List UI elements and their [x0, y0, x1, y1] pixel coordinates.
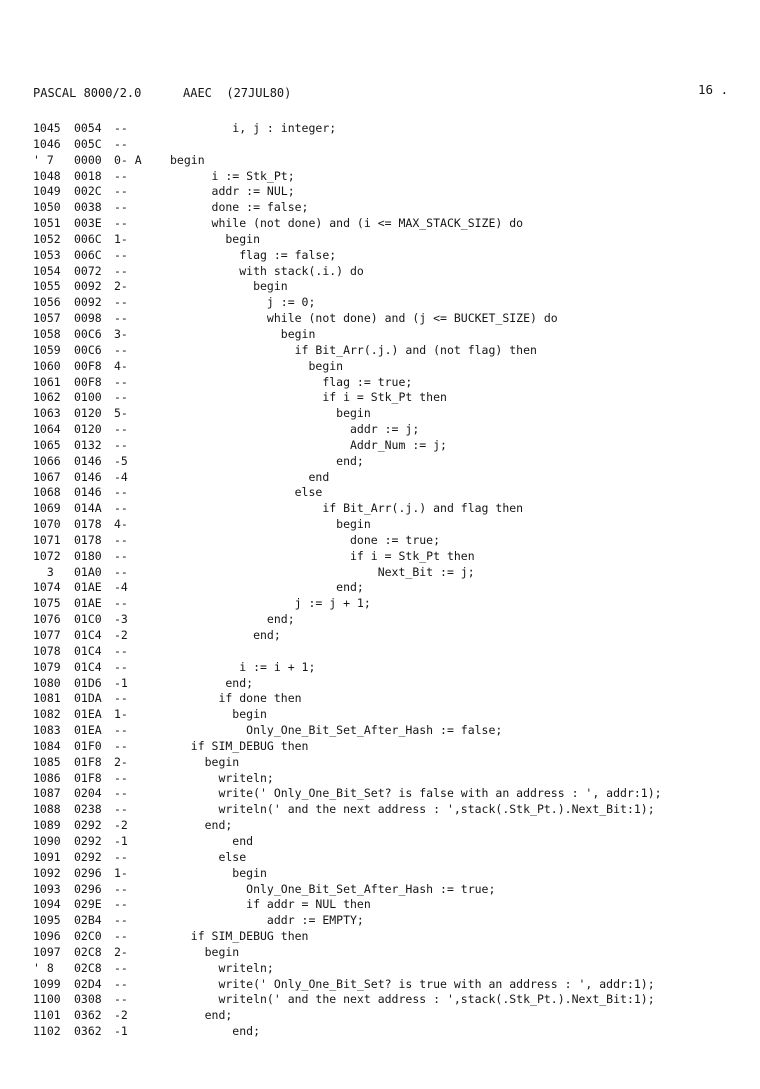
offset-address: 0180: [74, 548, 102, 563]
nesting-level: --: [114, 295, 128, 310]
offset-address: 00F8: [74, 374, 102, 389]
nesting-level: 1-: [114, 707, 128, 722]
offset-address: 01F8: [74, 754, 102, 769]
source-code: else: [170, 849, 247, 864]
offset-address: 0038: [74, 200, 102, 215]
source-code: i := i + 1;: [170, 659, 316, 674]
line-number: 1055: [33, 279, 61, 294]
nesting-level: --: [114, 374, 128, 389]
nesting-level: --: [114, 532, 128, 547]
source-code: i, j : integer;: [170, 121, 337, 135]
offset-address: 0018: [74, 168, 102, 183]
nesting-level: --: [114, 168, 128, 183]
offset-address: 003E: [74, 216, 102, 231]
line-number: 1092: [33, 865, 61, 880]
nesting-level: 2-: [114, 754, 128, 769]
nesting-level: 1-: [114, 865, 128, 880]
offset-address: 02C0: [74, 929, 102, 944]
nesting-level: -2: [114, 628, 128, 642]
source-code: write(' Only_One_Bit_Set? is true with an address : ', addr:1);: [170, 976, 655, 991]
nesting-level: -1: [114, 833, 128, 848]
nesting-level: --: [114, 802, 128, 817]
nesting-level: 2-: [114, 279, 128, 294]
line-number: 1074: [33, 580, 61, 595]
line-number: 1045: [33, 121, 61, 135]
line-number: 1065: [33, 437, 61, 452]
nesting-level: --: [114, 485, 128, 500]
offset-address: 0238: [74, 802, 102, 817]
offset-address: 0292: [74, 833, 102, 848]
line-number: 1059: [33, 342, 61, 357]
line-number: 1050: [33, 200, 61, 215]
line-number: 1060: [33, 358, 61, 373]
source-code: if SIM_DEBUG then: [170, 929, 309, 944]
nesting-level: --: [114, 311, 128, 326]
offset-address: 0120: [74, 406, 102, 421]
nesting-level: --: [114, 659, 128, 674]
source-code: end;: [170, 1024, 261, 1039]
nesting-level: -5: [114, 453, 128, 468]
source-code: end;: [170, 818, 233, 833]
line-number: 1089: [33, 818, 61, 833]
line-number: 1054: [33, 263, 61, 278]
offset-address: 01EA: [74, 707, 102, 722]
source-code: begin: [170, 865, 267, 880]
nesting-level: -1: [114, 675, 128, 690]
line-number: 1062: [33, 390, 61, 405]
offset-address: 01AE: [74, 580, 102, 595]
line-number: ' 7: [33, 152, 54, 167]
source-code: flag := false;: [170, 247, 337, 262]
source-code: if i = Stk_Pt then: [170, 548, 475, 563]
offset-address: 005C: [74, 136, 102, 151]
source-code: done := false;: [170, 200, 309, 215]
source-code: writeln(' and the next address : ',stack(.Stk_Pt.).Next_Bit:1);: [170, 992, 655, 1007]
offset-address: 014A: [74, 501, 102, 516]
nesting-level: --: [114, 596, 128, 611]
page-number: 16 .: [698, 82, 729, 97]
offset-address: 006C: [74, 247, 102, 262]
line-number: 1068: [33, 485, 61, 500]
line-number: 1049: [33, 184, 61, 199]
nesting-level: --: [114, 548, 128, 563]
line-number: 1064: [33, 422, 61, 437]
line-number: 1052: [33, 231, 61, 246]
line-number: 1102: [33, 1024, 61, 1039]
nesting-level: --: [114, 723, 128, 738]
nesting-level: 4-: [114, 517, 128, 532]
source-code: end: [170, 469, 330, 484]
line-number: 1086: [33, 770, 61, 785]
line-number: 1080: [33, 675, 61, 690]
nesting-level: 0- A: [114, 152, 142, 167]
line-number: 1072: [33, 548, 61, 563]
source-code: begin: [170, 152, 205, 167]
line-number: 1100: [33, 992, 61, 1007]
line-number: 1082: [33, 707, 61, 722]
line-number: 1087: [33, 786, 61, 801]
offset-address: 0296: [74, 881, 102, 896]
nesting-level: --: [114, 216, 128, 231]
offset-address: 0098: [74, 311, 102, 326]
source-code: begin: [170, 707, 267, 722]
offset-address: 01AE: [74, 596, 102, 611]
listing-header-module: AAEC (27JUL80): [183, 86, 292, 100]
nesting-level: --: [114, 136, 128, 151]
line-number: 1058: [33, 326, 61, 341]
offset-address: 0000: [74, 152, 102, 167]
offset-address: 0308: [74, 992, 102, 1007]
source-code: if addr = NUL then: [170, 897, 371, 912]
line-number: 1078: [33, 643, 61, 658]
source-code: if Bit_Arr(.j.) and (not flag) then: [170, 342, 537, 357]
offset-address: 0204: [74, 786, 102, 801]
nesting-level: -4: [114, 580, 128, 595]
nesting-level: --: [114, 960, 128, 975]
nesting-level: 5-: [114, 406, 128, 421]
nesting-level: --: [114, 342, 128, 357]
offset-address: 02C8: [74, 944, 102, 959]
line-number: 1090: [33, 833, 61, 848]
offset-address: 01C4: [74, 643, 102, 658]
source-code: end;: [170, 612, 295, 627]
line-number: 1095: [33, 913, 61, 928]
line-number: 1075: [33, 596, 61, 611]
nesting-level: --: [114, 691, 128, 706]
line-number: 1061: [33, 374, 61, 389]
source-code: end: [170, 833, 254, 848]
source-code: Only_One_Bit_Set_After_Hash := true;: [170, 881, 496, 896]
line-number: 1069: [33, 501, 61, 516]
nesting-level: 1-: [114, 231, 128, 246]
source-code: j := 0;: [170, 295, 316, 310]
offset-address: 01C4: [74, 659, 102, 674]
offset-address: 01C4: [74, 628, 102, 642]
source-code: begin: [170, 754, 240, 769]
source-code: Next_Bit := j;: [170, 564, 475, 579]
line-number: 1091: [33, 849, 61, 864]
nesting-level: 2-: [114, 944, 128, 959]
source-code: done := true;: [170, 532, 441, 547]
source-code: end;: [170, 675, 254, 690]
source-code: Addr_Num := j;: [170, 437, 447, 452]
offset-address: 01A0: [74, 564, 102, 579]
offset-address: 029E: [74, 897, 102, 912]
offset-address: 00F8: [74, 358, 102, 373]
line-number: ' 8: [33, 960, 54, 975]
line-number: 1051: [33, 216, 61, 231]
line-number: 1046: [33, 136, 61, 151]
nesting-level: --: [114, 437, 128, 452]
offset-address: 0120: [74, 422, 102, 437]
offset-address: 0072: [74, 263, 102, 278]
offset-address: 0292: [74, 818, 102, 833]
line-number: 1057: [33, 311, 61, 326]
nesting-level: --: [114, 897, 128, 912]
line-number: 1099: [33, 976, 61, 991]
nesting-level: 3-: [114, 326, 128, 341]
offset-address: 00C6: [74, 326, 102, 341]
source-code: addr := EMPTY;: [170, 913, 364, 928]
line-number: 3: [33, 564, 54, 579]
offset-address: 02C8: [74, 960, 102, 975]
line-number: 1083: [33, 723, 61, 738]
source-code: j := j + 1;: [170, 596, 371, 611]
offset-address: 02B4: [74, 913, 102, 928]
source-code: flag := true;: [170, 374, 413, 389]
offset-address: 01F8: [74, 770, 102, 785]
nesting-level: --: [114, 643, 128, 658]
source-code: writeln;: [170, 770, 274, 785]
nesting-level: --: [114, 263, 128, 278]
source-code: begin: [170, 517, 371, 532]
source-code: write(' Only_One_Bit_Set? is false with an address : ', addr:1);: [170, 786, 662, 801]
nesting-level: --: [114, 786, 128, 801]
offset-address: 01D6: [74, 675, 102, 690]
nesting-level: --: [114, 770, 128, 785]
nesting-level: --: [114, 200, 128, 215]
offset-address: 0362: [74, 1008, 102, 1023]
source-code: end;: [170, 628, 281, 642]
line-number: 1085: [33, 754, 61, 769]
offset-address: 006C: [74, 231, 102, 246]
line-number: 1066: [33, 453, 61, 468]
offset-address: 0178: [74, 532, 102, 547]
nesting-level: --: [114, 738, 128, 753]
nesting-level: --: [114, 121, 128, 135]
nesting-level: -3: [114, 612, 128, 627]
nesting-level: --: [114, 849, 128, 864]
offset-address: 01DA: [74, 691, 102, 706]
nesting-level: --: [114, 564, 128, 579]
offset-address: 0146: [74, 485, 102, 500]
line-number: 1094: [33, 897, 61, 912]
nesting-level: --: [114, 184, 128, 199]
offset-address: 01EA: [74, 723, 102, 738]
line-number: 1096: [33, 929, 61, 944]
source-code: with stack(.i.) do: [170, 263, 364, 278]
offset-address: 00C6: [74, 342, 102, 357]
source-code: writeln(' and the next address : ',stack(.Stk_Pt.).Next_Bit:1);: [170, 802, 655, 817]
offset-address: 0362: [74, 1024, 102, 1039]
line-number: 1088: [33, 802, 61, 817]
source-code: begin: [170, 358, 344, 373]
nesting-level: -2: [114, 1008, 128, 1023]
source-code: while (not done) and (i <= MAX_STACK_SIZE) do: [170, 216, 524, 231]
source-code: addr := j;: [170, 422, 420, 437]
source-code: begin: [170, 406, 371, 421]
offset-address: 0092: [74, 279, 102, 294]
source-code: end;: [170, 453, 364, 468]
source-code: end;: [170, 1008, 233, 1023]
offset-address: 0132: [74, 437, 102, 452]
line-number: 1053: [33, 247, 61, 262]
offset-address: 0092: [74, 295, 102, 310]
source-code: if done then: [170, 691, 302, 706]
offset-address: 01C0: [74, 612, 102, 627]
line-number: 1084: [33, 738, 61, 753]
line-number: 1079: [33, 659, 61, 674]
offset-address: 02D4: [74, 976, 102, 991]
source-code: begin: [170, 231, 261, 246]
nesting-level: -4: [114, 469, 128, 484]
line-number: 1067: [33, 469, 61, 484]
source-code: end;: [170, 580, 364, 595]
listing-header-title: PASCAL 8000/2.0: [33, 86, 142, 100]
nesting-level: --: [114, 976, 128, 991]
nesting-level: --: [114, 881, 128, 896]
source-code: else: [170, 485, 323, 500]
nesting-level: --: [114, 247, 128, 262]
source-code: if SIM_DEBUG then: [170, 738, 309, 753]
offset-address: 0296: [74, 865, 102, 880]
source-code: addr := NUL;: [170, 184, 295, 199]
line-number: 1093: [33, 881, 61, 896]
line-number: 1056: [33, 295, 61, 310]
source-code: Only_One_Bit_Set_After_Hash := false;: [170, 723, 503, 738]
line-number: 1076: [33, 612, 61, 627]
source-code: begin: [170, 326, 316, 341]
source-code: if i = Stk_Pt then: [170, 390, 447, 405]
source-code: begin: [170, 944, 240, 959]
line-number: 1097: [33, 944, 61, 959]
line-number: 1077: [33, 628, 61, 642]
offset-address: 0100: [74, 390, 102, 405]
line-number: 1071: [33, 532, 61, 547]
offset-address: 002C: [74, 184, 102, 199]
source-code: while (not done) and (j <= BUCKET_SIZE) do: [170, 311, 558, 326]
nesting-level: --: [114, 913, 128, 928]
nesting-level: 4-: [114, 358, 128, 373]
nesting-level: -2: [114, 818, 128, 833]
source-code: begin: [170, 279, 288, 294]
nesting-level: --: [114, 422, 128, 437]
line-number: 1070: [33, 517, 61, 532]
offset-address: 0178: [74, 517, 102, 532]
offset-address: 0292: [74, 849, 102, 864]
line-number: 1048: [33, 168, 61, 183]
nesting-level: --: [114, 992, 128, 1007]
line-number: 1081: [33, 691, 61, 706]
nesting-level: --: [114, 390, 128, 405]
offset-address: 0146: [74, 453, 102, 468]
offset-address: 0054: [74, 121, 102, 135]
nesting-level: --: [114, 929, 128, 944]
source-code: if Bit_Arr(.j.) and flag then: [170, 501, 524, 516]
nesting-level: -1: [114, 1024, 128, 1039]
line-number: 1101: [33, 1008, 61, 1023]
line-number: 1063: [33, 406, 61, 421]
offset-address: 0146: [74, 469, 102, 484]
source-code: writeln;: [170, 960, 274, 975]
offset-address: 01F0: [74, 738, 102, 753]
nesting-level: --: [114, 501, 128, 516]
source-code: i := Stk_Pt;: [170, 168, 295, 183]
